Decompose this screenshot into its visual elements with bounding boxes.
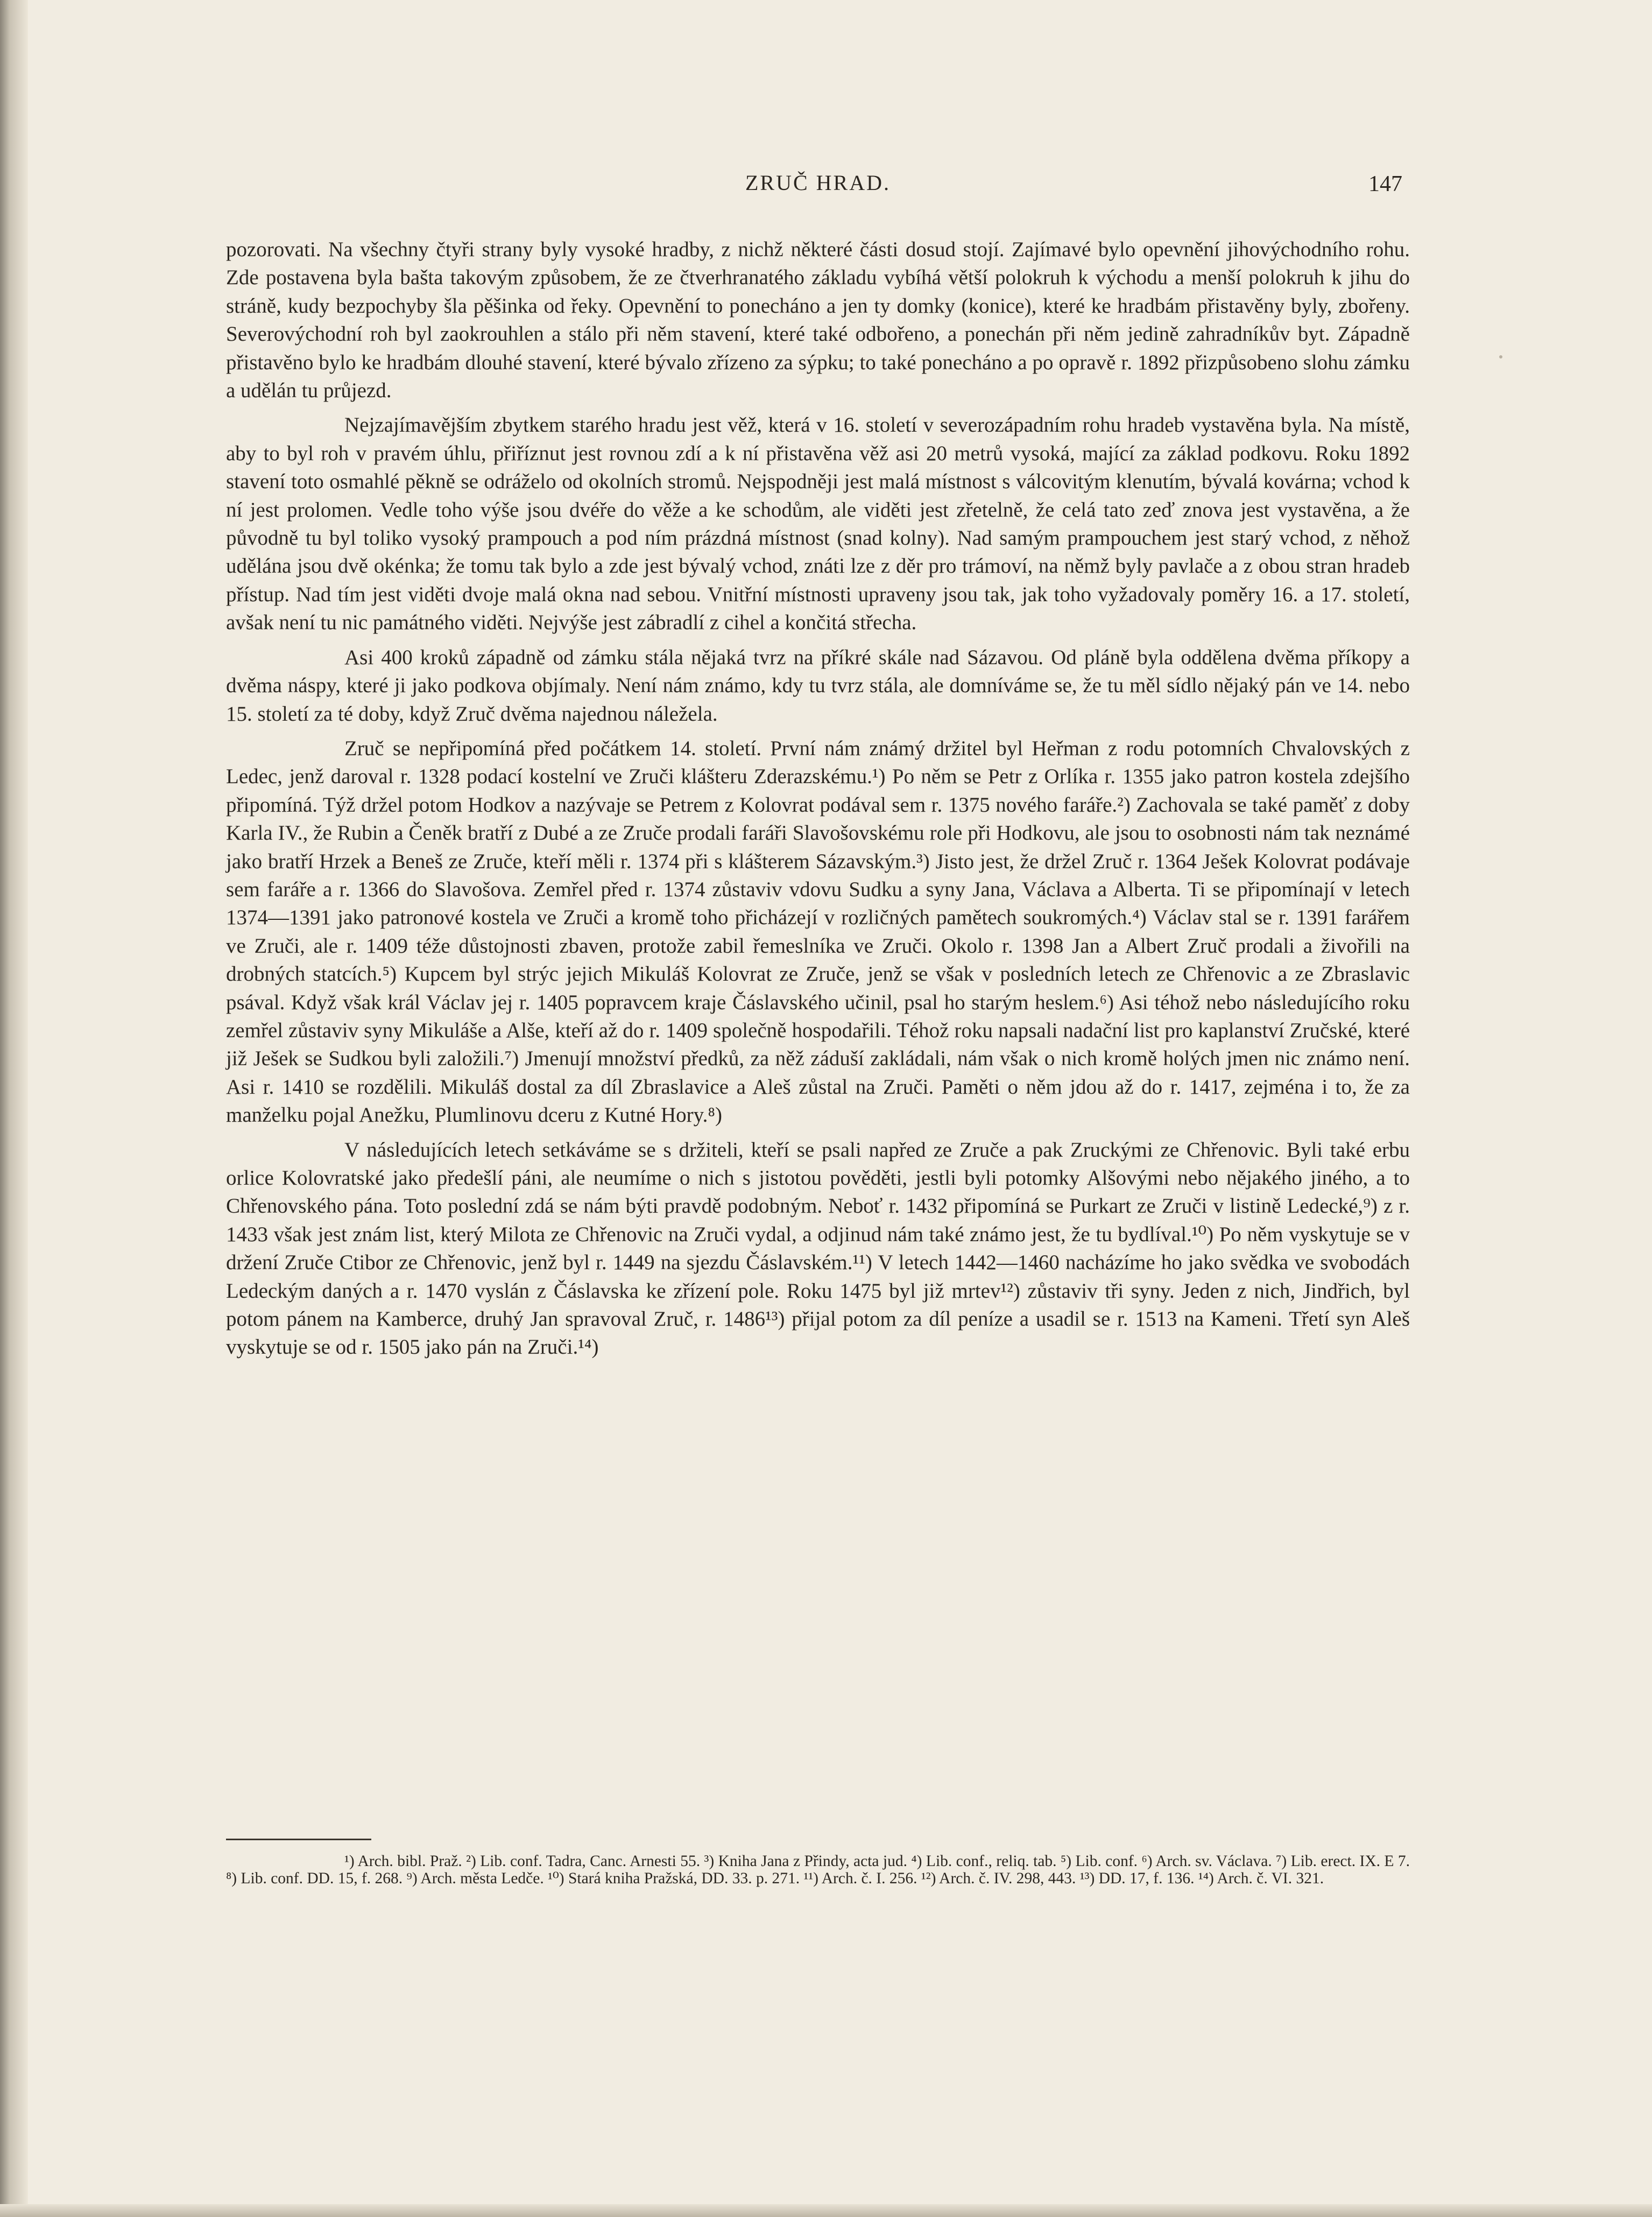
- main-text: [226, 236, 1410, 1368]
- paragraph-later-owners: V následujících letech setkáváme se s držiteli, kteří se psali napřed ze Zruče a pak Zruckými ze Chřenovic. Byli také erbu orlice Kolovratské jako předešlí páni, ale neumíme o nich s jistotou pověděti, jestli byli potomky Alšovými nebo nějakého jiného, a to Chřenovského pána. Toto poslední zdá se nám býti pravdě podobným. Neboť r. 1432 připomíná se Purkart ze Zruči v listině Ledecké,⁹) z r. 1433 však jest znám list, který Milota ze Chřenovic na Zruči vydal, a odjinud nám také známo jest, že tu bydlíval.¹⁰) Po něm vyskytuje se v držení Zruče Ctibor ze Chřenovic, jenž byl r. 1449 na sjezdu Čáslavském.¹¹) V letech 1442—1460 nacházíme ho jako svědka ve svobodách Ledeckým daných a r. 1470 vyslán z Čáslavska ke zřízení pole. Roku 1475 byl již mrtev¹²) zůstaviv tři syny. Jeden z nich, Jindřich, byl potom pánem na Kamberce, druhý Jan spravoval Zruč, r. 1486¹³) přijal potom za díl peníze a usadil se r. 1513 na Kameni. Třetí syn Aleš vyskytuje se od r. 1505 jako pán na Zruči.¹⁴): [226, 1138, 1410, 1359]
- page-number: 147: [1368, 172, 1402, 196]
- running-title: ZRUČ HRAD.: [745, 171, 891, 195]
- paragraph-tower: Nejzajímavějším zbytkem starého hradu jest věž, která v 16. století v severozápadním rohu hradeb vystavěna byla. Na místě, aby to byl roh v pravém úhlu, přiříznut jest rovnou zdí a k ní přistavěna věž asi 20 metrů vysoká, mající za základ podkovu. Roku 1892 stavení toto osmahlé pěkně se odráželo od okolních stromů. Nejspodněji jest malá místnost s válcovitým klenutím, bývalá kovárna; vchod k ní jest prolomen. Vedle toho výše jsou dvéře do věže a ke schodům, ale viděti jest zřetelně, že celá tato zeď znova jest vystavěna, a že původně tu byl toliko vysoký prampouch a pod ním prázdná místnost (snad kolny). Nad samým prampouchem jest starý vchod, z něhož udělána jsou dvě okénka; že tomu tak bylo a zde jest bývalý vchod, znáti lze z děr pro trámoví, na němž byly pavlače a z obou stran hradeb přístup. Nad tím jest viděti dvoje malá okna nad sebou. Vnitřní místnosti upraveny jsou tak, jak toho vyžadovaly poměry 16. a 17. století, avšak není tu nic památného viděti. Nejvýše jest zábradlí z cihel a končitá střecha.: [226, 413, 1410, 635]
- page-binding-shadow: [0, 0, 28, 2217]
- footnotes: ¹) Arch. bibl. Praž. ²) Lib. conf. Tadra, Canc. Arnesti 55. ³) Kniha Jana z Přindy, acta jud. ⁴) Lib. conf., reliq. tab. ⁵) Lib. conf. ⁶) Arch. sv. Václava. ⁷) Lib. erect. IX. E 7. ⁸) Lib. conf. DD. 15, f. 268. ⁹) Arch. města Ledče. ¹⁰) Stará kniha Pražská, DD. 33. p. 271. ¹¹) Arch. č. I. 256. ¹²) Arch. č. IV. 298, 443. ¹³) DD. 17, f. 136. ¹⁴) Arch. č. VI. 321.: [226, 1853, 1410, 1887]
- footnote-divider: [226, 1839, 371, 1840]
- paper-speck: [1499, 355, 1502, 358]
- paragraph-castle-fortifications: pozorovati. Na všechny čtyři strany byly vysoké hradby, z nichž některé části dosud stojí. Zajímavé bylo opevnění jihovýchodního rohu. Zde postavena byla bašta takovým způsobem, že ze čtverhranatého základu vybíhá větší polokruh k východu a menší polokruh k jihu do stráně, kudy bezpochyby šla pěšinka od řeky. Opevnění to ponecháno a jen ty domky (konice), které ke hradbám přistavěny byly, zbořeny. Severovýchodní roh byl zaokrouhlen a stálo při něm stavení, které také odbořeno, a ponechán při něm jedině zahradníkův byt. Západně přistavěno bylo ke hradbám dlouhé stavení, které bývalo zřízeno za sýpku; to také ponecháno a po opravě r. 1892 přizpůsobeno slohu zámku a udělán tu průjezd.: [226, 238, 1410, 403]
- page-bottom-edge: [0, 2204, 1652, 2217]
- paragraph-early-owners: Zruč se nepřipomíná před počátkem 14. století. První nám známý držitel byl Heřman z rodu potomních Chvalovských z Ledec, jenž daroval r. 1328 podací kostelní ve Zruči klášteru Zderazskému.¹) Po něm se Petr z Orlíka r. 1355 jako patron kostela zdejšího připomíná. Týž držel potom Hodkov a nazývaje se Petrem z Kolovrat podával sem r. 1375 nového faráře.²) Zachovala se také paměť z doby Karla IV., že Rubin a Čeněk bratří z Dubé a ze Zruče prodali faráři Slavošovskému role při Hodkovu, ale jsou to osobnosti nám tak neznámé jako bratří Hrzek a Beneš ze Zruče, kteří měli r. 1374 při s klášterem Sázavským.³) Jisto jest, že držel Zruč r. 1364 Ješek Kolovrat podávaje sem faráře a r. 1366 do Slavošova. Zemřel před r. 1374 zůstaviv vdovu Sudku a syny Jana, Václava a Alberta. Ti se připomínají v letech 1374—1391 jako patronové kostela ve Zruči a kromě toho přicházejí v rozličných pamětech soukromých.⁴) Václav stal se r. 1391 farářem ve Zruči, ale r. 1409 téže důstojnosti zbaven, protože zabil řemeslníka ve Zruči. Okolo r. 1398 Jan a Albert Zruč prodali a živořili na drobných statcích.⁵) Kupcem byl strýc jejich Mikuláš Kolovrat ze Zruče, jenž se však v posledních letech ze Chřenovic a ze Zbraslavic psával. Když však král Václav jej r. 1405 popravcem kraje Čáslavského učinil, psal ho starým heslem.⁶) Asi téhož nebo následujícího roku zemřel zůstaviv syny Mikuláše a Alše, kteří až do r. 1409 společně hospodařili. Téhož roku napsali nadační list pro kaplanství Zručské, které již Ješek se Sudkou byli založili.⁷) Jmenují množství předků, za něž záduší zakládali, nám však o nich kromě holých jmen nic známo není. Asi r. 1410 se rozdělili. Mikuláš dostal za díl Zbraslavice a Aleš zůstal na Zruči. Paměti o něm jdou až do r. 1417, zejména i to, že za manželku pojal Anežku, Plumlinovu dceru z Kutné Hory.⁸): [226, 736, 1410, 1127]
- page-header: [226, 170, 1410, 202]
- paragraph-fort: Asi 400 kroků západně od zámku stála nějaká tvrz na příkré skále nad Sázavou. Od pláně byla oddělena dvěma příkopy a dvěma náspy, které ji jako podkova objímaly. Není nám známo, kdy tu tvrz stála, ale domníváme se, že tu měl sídlo nějaký pán ve 14. nebo 15. století za té doby, když Zruč dvěma najednou náležela.: [226, 645, 1410, 726]
